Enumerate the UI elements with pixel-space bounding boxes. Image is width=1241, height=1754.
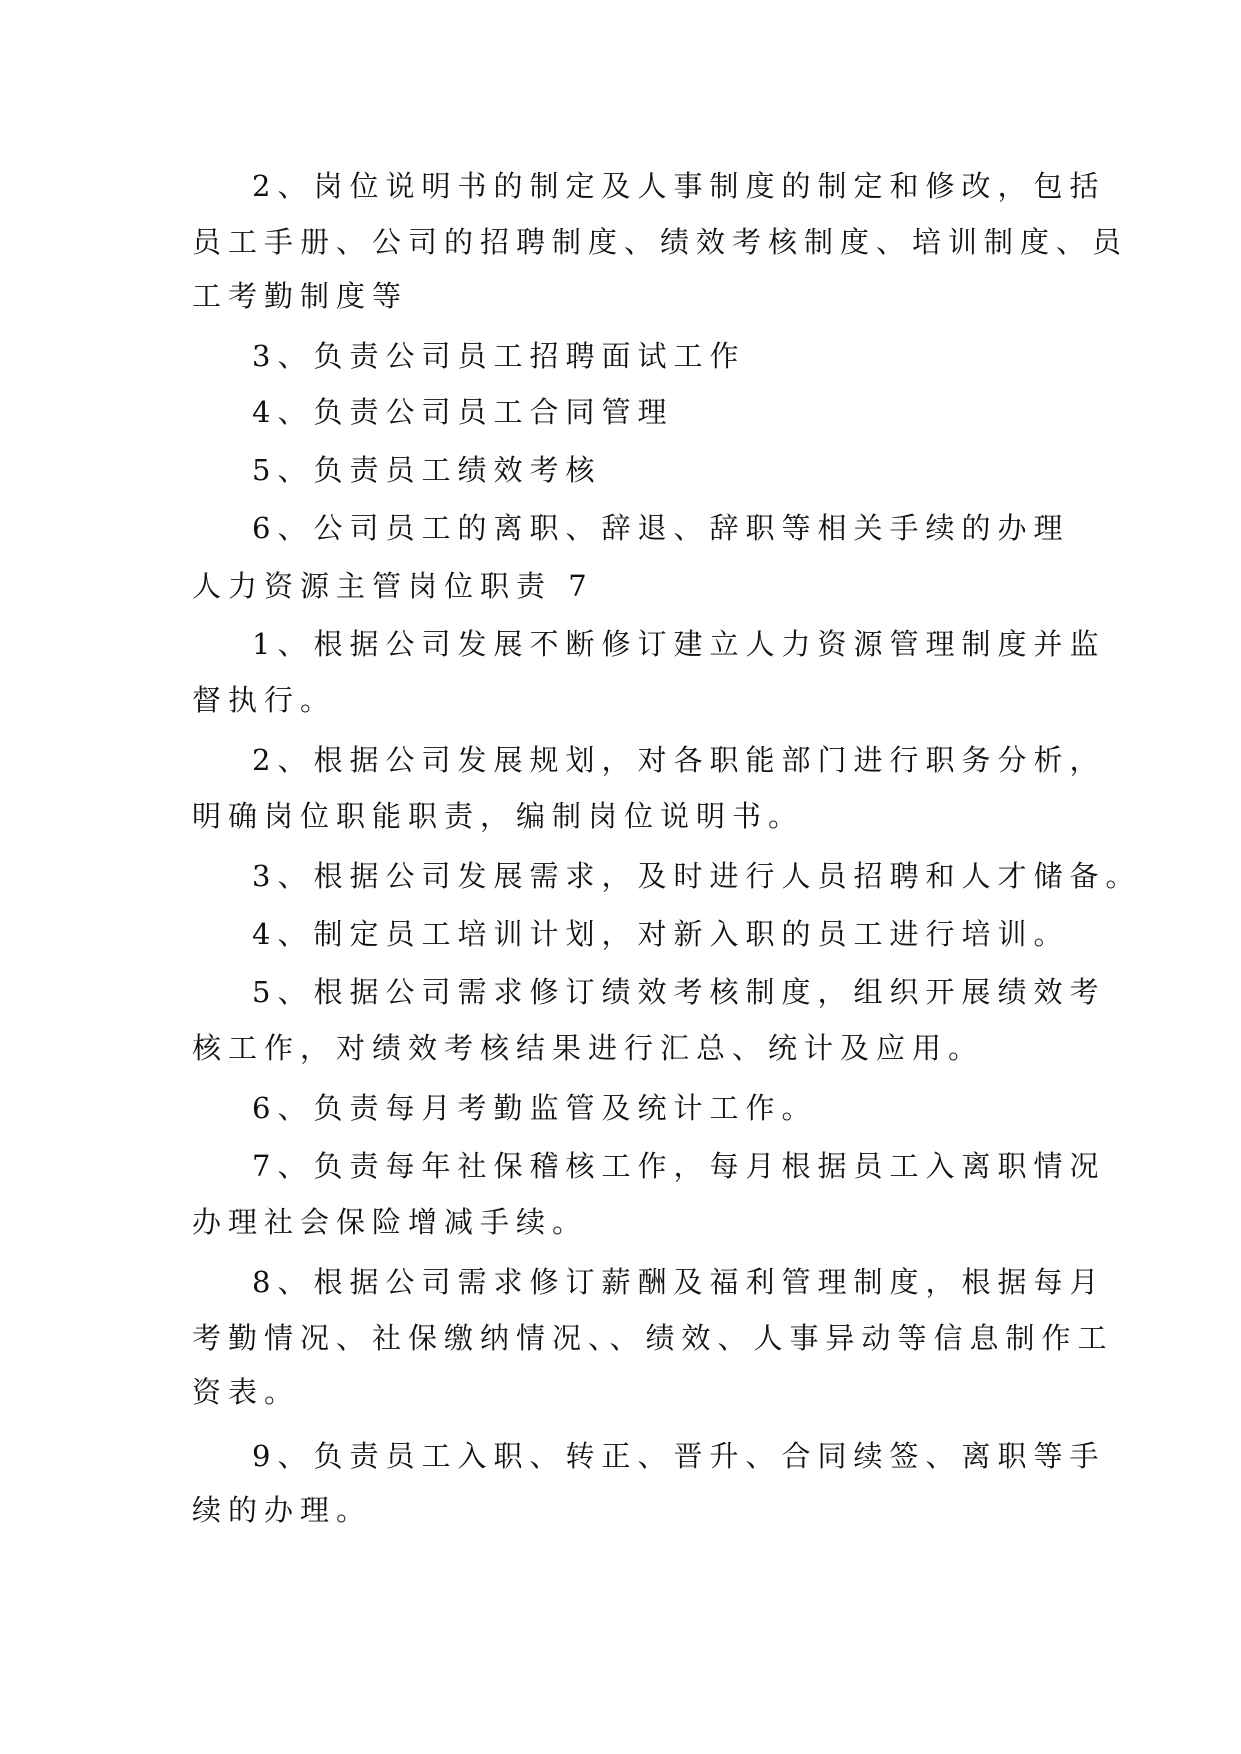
paragraph-line: 督执行。: [192, 683, 337, 717]
paragraph-line: 考勤情况、社保缴纳情况、、绩效、人事异动等信息制作工: [192, 1321, 1114, 1355]
paragraph-line: 3、负责公司员工招聘面试工作: [252, 339, 746, 373]
paragraph-line: 6、公司员工的离职、辞退、辞职等相关手续的办理: [252, 511, 1070, 545]
paragraph-line: 7、负责每年社保稽核工作，每月根据员工入离职情况: [252, 1149, 1106, 1183]
paragraph-line: 8、根据公司需求修订薪酬及福利管理制度，根据每月: [252, 1265, 1106, 1299]
paragraph-line: 6、负责每月考勤监管及统计工作。: [252, 1091, 818, 1125]
paragraph-line: 2、岗位说明书的制定及人事制度的制定和修改，包括: [252, 169, 1106, 203]
paragraph-line: 4、负责公司员工合同管理: [252, 395, 674, 429]
paragraph-line: 资表。: [192, 1375, 301, 1409]
paragraph-line: 9、负责员工入职、转正、晋升、合同续签、离职等手: [252, 1439, 1106, 1473]
paragraph-line: 5、根据公司需求修订绩效考核制度，组织开展绩效考: [252, 975, 1106, 1009]
paragraph-line: 核工作，对绩效考核结果进行汇总、统计及应用。: [192, 1031, 985, 1065]
paragraph-line: 明确岗位职能职责，编制岗位说明书。: [192, 799, 805, 833]
paragraph-line: 5、负责员工绩效考核: [252, 453, 602, 487]
paragraph-line: 办理社会保险增减手续。: [192, 1205, 589, 1239]
paragraph-line: 1、根据公司发展不断修订建立人力资源管理制度并监: [252, 627, 1106, 661]
paragraph-line: 2、根据公司发展规划，对各职能部门进行职务分析，: [252, 743, 1106, 777]
paragraph-line: 续的办理。: [192, 1493, 373, 1527]
section-heading: 人力资源主管岗位职责 7: [192, 569, 594, 603]
paragraph-line: 员工手册、公司的招聘制度、绩效考核制度、培训制度、员: [192, 225, 1129, 259]
paragraph-line: 4、制定员工培训计划，对新入职的员工进行培训。: [252, 917, 1070, 951]
paragraph-line: 3、根据公司发展需求，及时进行人员招聘和人才储备。: [252, 859, 1142, 893]
paragraph-line: 工考勤制度等: [192, 279, 409, 313]
